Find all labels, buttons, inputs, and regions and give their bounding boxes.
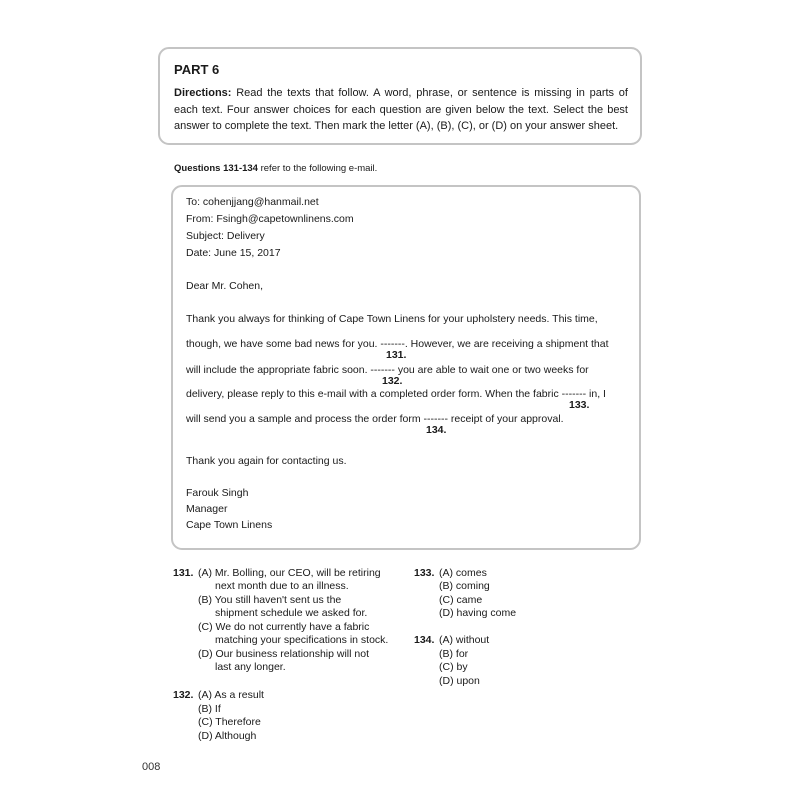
q131-option-d-cont: last any longer. [215,661,286,673]
email-body-line-2: though, we have some bad news for you. -------. However, we are receiving a shipment that [186,338,609,350]
questions-intro-text: refer to the following e-mail. [260,163,378,174]
directions-line-2: each text. Four answer choices for each question are given below the text. Select the best [174,103,628,116]
q133-option-d: (D) having come [439,607,517,619]
question-134-number: 134. [414,634,435,646]
email-sender-title: Manager [186,503,228,515]
q134-option-d: (D) upon [439,675,480,687]
part-title: PART 6 [174,62,220,77]
blank-131: 131. [386,349,407,361]
q131-option-a-cont: next month due to an illness. [215,580,349,592]
q133-option-c: (C) came [439,594,483,606]
email-date: Date: June 15, 2017 [186,247,281,259]
question-133-number: 133. [414,567,435,579]
q133-option-b: (B) coming [439,580,490,592]
email-closing: Thank you again for contacting us. [186,455,347,467]
questions-range: Questions 131-134 [174,163,258,174]
email-to: To: cohenjjang@hanmail.net [186,196,319,208]
directions-label: Directions: [174,87,232,99]
q131-option-a: (A) Mr. Bolling, our CEO, will be retiring [198,567,381,579]
q134-option-b: (B) for [439,648,469,660]
q131-option-c-cont: matching your specifications in stock. [215,634,389,646]
q131-option-b: (B) You still haven't sent us the [198,594,342,606]
blank-134: 134. [426,424,447,436]
directions-box [158,47,642,145]
q133-option-a: (A) comes [439,567,487,579]
email-body-line-5: will send you a sample and process the order form ------- receipt of your approval. [186,413,564,425]
blank-133: 133. [569,399,590,411]
question-131-number: 131. [173,567,194,579]
questions-intro [174,163,377,174]
directions-line-3: answer to complete the text. Then mark the letter (A), (B), (C), or (D) on your answer sheet. [174,120,619,132]
q132-option-d: (D) Although [198,730,257,742]
q134-option-a: (A) without [439,634,490,646]
directions-line-1: Read the texts that follow. A word, phrase, or sentence is missing in parts of [236,87,628,99]
q131-option-d: (D) Our business relationship will not [198,648,369,660]
email-sender-name: Farouk Singh [186,487,249,499]
email-from: From: Fsingh@capetownlinens.com [186,213,354,225]
q132-option-b: (B) If [198,703,221,715]
email-sender-company: Cape Town Linens [186,519,273,531]
q132-option-c: (C) Therefore [198,716,261,728]
email-subject: Subject: Delivery [186,230,265,242]
q134-option-c: (C) by [439,661,468,673]
email-greeting: Dear Mr. Cohen, [186,280,264,292]
email-body-line-4: delivery, please reply to this e-mail with a completed order form. When the fabric ------- in, I [186,388,606,400]
q131-option-b-cont: shipment schedule we asked for. [215,607,368,619]
blank-132: 132. [382,375,403,387]
email-body-line-3: will include the appropriate fabric soon. ------- you are able to wait one or two weeks for [186,364,589,376]
q131-option-c: (C) We do not currently have a fabric [198,621,370,633]
directions-text [174,85,628,135]
question-132-number: 132. [173,689,194,701]
q132-option-a: (A) As a result [198,689,264,701]
email-body-line-1: Thank you always for thinking of Cape Town Linens for your upholstery needs. This time, [186,313,598,325]
page-number: 008 [142,761,161,773]
